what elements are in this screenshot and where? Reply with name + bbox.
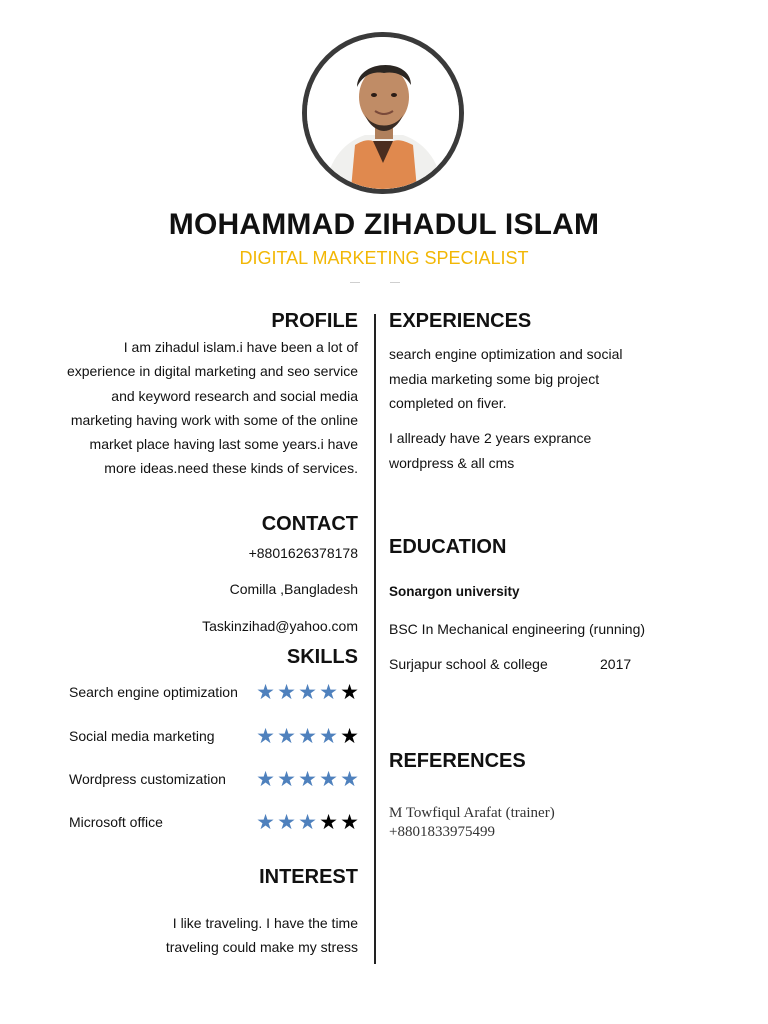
experiences-heading: EXPERIENCES	[389, 310, 532, 332]
star-filled-icon: ★	[340, 768, 359, 791]
star-filled-icon: ★	[256, 725, 275, 748]
star-filled-icon: ★	[256, 768, 275, 791]
skill-rating	[255, 767, 360, 792]
profile-text: I am zihadul islam.i have been a lot of experience in digital marketing and seo service and keyword research and social media marketing having work with some of the online market place having last some years.i have more ideas.need these kinds of services.	[66, 339, 358, 477]
star-filled-icon: ★	[277, 681, 296, 704]
person-portrait-icon	[307, 37, 459, 189]
reference-name: M Towfiqul Arafat (trainer)	[389, 805, 555, 821]
star-filled-icon: ★	[256, 811, 275, 834]
star-filled-icon: ★	[298, 681, 317, 704]
star-filled-icon: ★	[298, 811, 317, 834]
star-filled-icon: ★	[319, 725, 338, 748]
contact-email: Taskinzihad@yahoo.com	[202, 618, 358, 634]
star-filled-icon: ★	[298, 768, 317, 791]
contact-address: Comilla ,Bangladesh	[229, 581, 358, 597]
education-heading: EDUCATION	[389, 536, 507, 558]
star-filled-icon: ★	[277, 725, 296, 748]
column-divider	[374, 314, 376, 964]
experiences-text-2: I allready have 2 years exprance wordpress & all cms	[389, 430, 592, 471]
skill-rating	[255, 724, 360, 749]
interest-heading: INTEREST	[259, 866, 358, 888]
skills-heading: SKILLS	[286, 646, 358, 668]
interest-line-1: I like traveling. I have the time	[172, 915, 358, 931]
star-empty-icon: ★	[340, 681, 359, 704]
references-heading: REFERENCES	[389, 750, 526, 772]
education-school: Surjapur school & college	[389, 656, 548, 672]
experiences-text-1: search engine optimization and social media marketing some big project completed on fiver.	[389, 346, 623, 411]
skill-label: Microsoft office	[69, 814, 163, 830]
interest-line-2: traveling could make my stress	[165, 939, 358, 955]
profile-photo	[302, 32, 464, 194]
skill-rating	[255, 680, 360, 705]
contact-heading: CONTACT	[261, 513, 358, 535]
star-empty-icon: ★	[319, 811, 338, 834]
skill-row	[69, 811, 369, 836]
decorative-dashes	[350, 282, 402, 284]
skill-row	[69, 725, 369, 750]
star-empty-icon: ★	[340, 811, 359, 834]
star-filled-icon: ★	[277, 811, 296, 834]
skill-label: Social media marketing	[69, 728, 215, 744]
star-filled-icon: ★	[298, 725, 317, 748]
candidate-name: MOHAMMAD ZIHADUL ISLAM	[168, 208, 600, 241]
profile-heading: PROFILE	[271, 310, 358, 332]
contact-phone: +8801626378178	[248, 545, 358, 561]
education-degree: BSC In Mechanical engineering (running)	[389, 621, 646, 637]
star-filled-icon: ★	[256, 681, 275, 704]
skill-row	[69, 681, 369, 706]
education-school-year: 2017	[600, 656, 632, 672]
skill-row	[69, 768, 369, 793]
skill-label: Search engine optimization	[69, 684, 238, 700]
skill-label: Wordpress customization	[69, 771, 226, 787]
reference-phone: +8801833975499	[389, 824, 495, 840]
star-filled-icon: ★	[319, 681, 338, 704]
education-university: Sonargon university	[389, 584, 520, 599]
star-filled-icon: ★	[277, 768, 296, 791]
star-filled-icon: ★	[319, 768, 338, 791]
skill-rating	[255, 810, 360, 835]
candidate-title: DIGITAL MARKETING SPECIALIST	[239, 248, 529, 268]
star-empty-icon: ★	[340, 725, 359, 748]
